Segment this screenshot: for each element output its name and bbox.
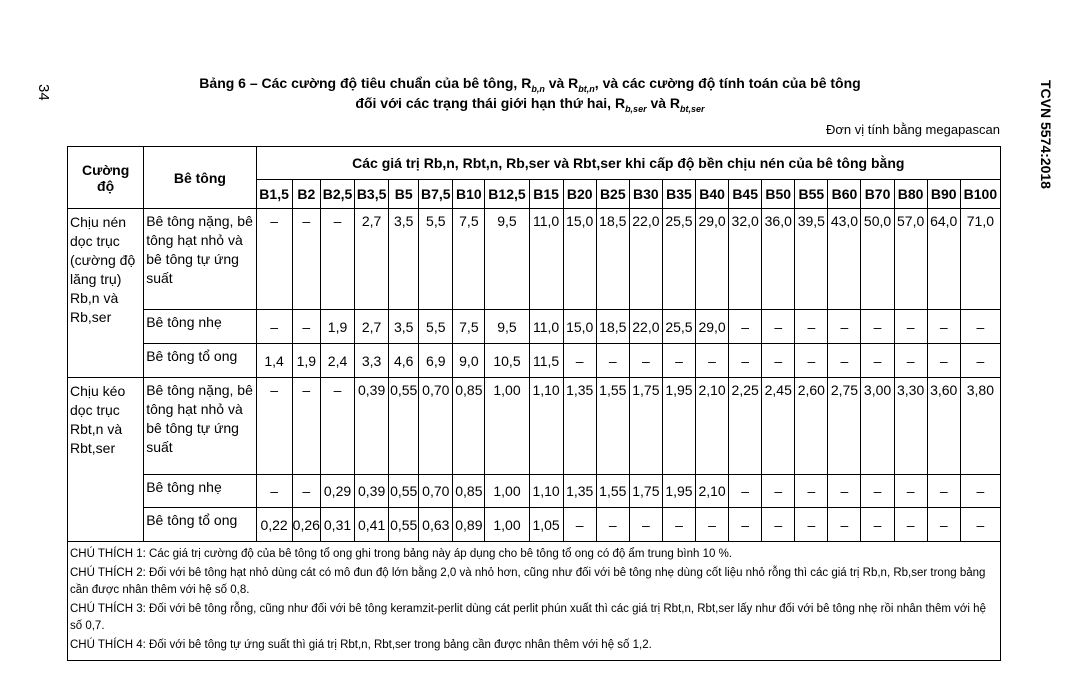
value-cell: 1,35	[563, 378, 596, 475]
value-cell: –	[292, 378, 320, 475]
value-cell: 18,5	[596, 310, 629, 344]
value-cell: –	[729, 508, 762, 542]
header-values: Các giá trị Rb,n, Rbt,n, Rb,ser và Rbt,ser khi cấp độ bền chịu nén của bê tông bằng	[256, 147, 1000, 180]
value-cell: –	[762, 508, 795, 542]
value-cell: 9,5	[485, 310, 529, 344]
value-cell: 64,0	[927, 209, 960, 310]
value-cell: –	[292, 209, 320, 310]
value-cell: 0,39	[355, 378, 389, 475]
value-cell: 29,0	[696, 310, 729, 344]
value-cell: 2,10	[696, 378, 729, 475]
value-cell: 1,10	[529, 378, 563, 475]
value-cell: 18,5	[596, 209, 629, 310]
value-cell: 3,3	[355, 344, 389, 378]
value-cell: 43,0	[828, 209, 861, 310]
value-cell: 1,9	[320, 310, 354, 344]
value-cell: 1,10	[529, 475, 563, 508]
value-cell: 1,00	[485, 508, 529, 542]
value-cell: 11,5	[529, 344, 563, 378]
value-cell: –	[960, 344, 1000, 378]
value-cell: –	[256, 310, 292, 344]
page-number: 34	[35, 84, 52, 101]
value-cell: –	[320, 378, 354, 475]
footnote: CHÚ THÍCH 4: Đối với bê tông tự ứng suất thì giá trị Rbt,n, Rbt,ser trong bảng cần được nhân thêm với hệ số 1,2.	[70, 639, 652, 651]
value-cell: 1,9	[292, 344, 320, 378]
value-cell: –	[828, 344, 861, 378]
grade-header: B10	[453, 180, 485, 209]
grade-header: B15	[529, 180, 563, 209]
concrete-type-cell: Bê tông tổ ong	[144, 508, 256, 542]
grade-header: B5	[389, 180, 419, 209]
value-cell: 36,0	[762, 209, 795, 310]
grade-header: B45	[729, 180, 762, 209]
value-cell: 1,35	[563, 475, 596, 508]
notes-cell	[68, 542, 1001, 661]
value-cell: 15,0	[563, 310, 596, 344]
concrete-type-cell: Bê tông nặng, bê tông hạt nhỏ và bê tông tự ứng suất	[144, 209, 256, 310]
footnote: CHÚ THÍCH 2: Đối với bê tông hạt nhỏ dùng cát có mô đun độ lớn bằng 2,0 và nhỏ hơn, cũng như đối với bê tông nhẹ dùng cốt liệu nhỏ rỗng thì các giá trị Rb,n, Rb,ser trong bảng cần được nhân thêm với hệ số 0,8.	[70, 567, 986, 596]
grade-header: B35	[662, 180, 695, 209]
value-cell: 0,22	[256, 508, 292, 542]
value-cell: –	[563, 344, 596, 378]
value-cell: –	[861, 508, 894, 542]
table-title-line1: Bảng 6 – Các cường độ tiêu chuẩn của bê tông, $R_{b,n}$ và $R_{bt,n}$, và các cường độ tính toán của bê tông	[199, 75, 861, 94]
concrete-type-cell: Bê tông nhẹ	[144, 310, 256, 344]
value-cell: 6,9	[419, 344, 453, 378]
value-cell: 50,0	[861, 209, 894, 310]
grade-header: B3,5	[355, 180, 389, 209]
value-cell: 0,70	[419, 475, 453, 508]
strength-table	[67, 146, 1001, 661]
value-cell: 25,5	[662, 209, 695, 310]
value-cell: 2,7	[355, 209, 389, 310]
grade-header: B7,5	[419, 180, 453, 209]
grade-header: B1,5	[256, 180, 292, 209]
value-cell: 2,60	[795, 378, 828, 475]
table-title-line2: đối với các trạng thái giới hạn thứ hai, $R_{b,ser}$ và $R_{bt,ser}$	[355, 95, 705, 114]
value-cell: 0,55	[389, 378, 419, 475]
value-cell: –	[795, 475, 828, 508]
value-cell: 10,5	[485, 344, 529, 378]
value-cell: –	[596, 508, 629, 542]
value-cell: 3,5	[389, 209, 419, 310]
grade-header: B12,5	[485, 180, 529, 209]
value-cell: 2,10	[696, 475, 729, 508]
value-cell: 1,55	[596, 475, 629, 508]
concrete-type-cell: Bê tông nhẹ	[144, 475, 256, 508]
value-cell: 0,29	[320, 475, 354, 508]
value-cell: –	[563, 508, 596, 542]
value-cell: –	[795, 508, 828, 542]
concrete-type-cell: Bê tông tổ ong	[144, 344, 256, 378]
value-cell: 0,41	[355, 508, 389, 542]
value-cell: 1,4	[256, 344, 292, 378]
value-cell: –	[762, 475, 795, 508]
value-cell: –	[894, 310, 927, 344]
value-cell: 1,00	[485, 378, 529, 475]
grade-header: B20	[563, 180, 596, 209]
value-cell: –	[927, 344, 960, 378]
value-cell: 39,5	[795, 209, 828, 310]
value-cell: 1,75	[629, 475, 662, 508]
grade-header: B25	[596, 180, 629, 209]
value-cell: 1,75	[629, 378, 662, 475]
value-cell: 11,0	[529, 209, 563, 310]
value-cell: 3,80	[960, 378, 1000, 475]
value-cell: 1,55	[596, 378, 629, 475]
value-cell: 3,00	[861, 378, 894, 475]
value-cell: –	[795, 344, 828, 378]
value-cell: –	[729, 310, 762, 344]
value-cell: –	[894, 475, 927, 508]
header-cuong-do: Cường độ	[68, 147, 144, 209]
value-cell: –	[894, 344, 927, 378]
value-cell: –	[828, 310, 861, 344]
table-row	[68, 378, 1001, 475]
grade-header: B70	[861, 180, 894, 209]
value-cell: 7,5	[453, 209, 485, 310]
value-cell: 0,39	[355, 475, 389, 508]
value-cell: 2,7	[355, 310, 389, 344]
value-cell: –	[256, 209, 292, 310]
value-cell: 2,45	[762, 378, 795, 475]
value-cell: –	[927, 508, 960, 542]
grade-header: B2	[292, 180, 320, 209]
value-cell: –	[960, 310, 1000, 344]
table-row	[68, 310, 1001, 344]
grade-header: B80	[894, 180, 927, 209]
footnote: CHÚ THÍCH 3: Đối với bê tông rỗng, cũng như đối với bê tông keramzit-perlit dùng cát perlit phún xuất thì các giá trị Rbt,n, Rbt,ser lấy như đối với bê tông nhẹ rồi nhân thêm với hệ số 0,7.	[70, 603, 986, 632]
grade-header: B90	[927, 180, 960, 209]
value-cell: 2,75	[828, 378, 861, 475]
value-cell: –	[762, 310, 795, 344]
value-cell: 0,63	[419, 508, 453, 542]
standard-code: TCVN 5574:2018	[1038, 80, 1054, 189]
value-cell: 3,60	[927, 378, 960, 475]
value-cell: 0,55	[389, 475, 419, 508]
value-cell: 32,0	[729, 209, 762, 310]
value-cell: –	[662, 344, 695, 378]
value-cell: 29,0	[696, 209, 729, 310]
table-row	[68, 508, 1001, 542]
value-cell: –	[256, 475, 292, 508]
category-cell: Chịu nén dọc trục (cường độ lăng trụ) Rb,n và Rb,ser	[68, 209, 144, 378]
value-cell: 3,30	[894, 378, 927, 475]
value-cell: –	[927, 475, 960, 508]
grade-header: B50	[762, 180, 795, 209]
value-cell: –	[828, 508, 861, 542]
value-cell: –	[828, 475, 861, 508]
value-cell: 11,0	[529, 310, 563, 344]
value-cell: 1,00	[485, 475, 529, 508]
table-row	[68, 475, 1001, 508]
value-cell: –	[729, 344, 762, 378]
value-cell: –	[762, 344, 795, 378]
footnote: CHÚ THÍCH 1: Các giá trị cường độ của bê tông tổ ong ghi trong bảng này áp dụng cho bê tông tổ ong có độ ẩm trung bình 10 %.	[70, 548, 732, 560]
grade-header: B40	[696, 180, 729, 209]
value-cell: –	[960, 475, 1000, 508]
header-be-tong: Bê tông	[144, 147, 256, 209]
grade-header: B55	[795, 180, 828, 209]
grade-header: B60	[828, 180, 861, 209]
category-cell: Chịu kéo dọc trục Rbt,n và Rbt,ser	[68, 378, 144, 542]
value-cell: 0,85	[453, 378, 485, 475]
value-cell: –	[256, 378, 292, 475]
value-cell: 9,0	[453, 344, 485, 378]
value-cell: 2,25	[729, 378, 762, 475]
value-cell: –	[696, 344, 729, 378]
value-cell: –	[629, 344, 662, 378]
value-cell: –	[927, 310, 960, 344]
value-cell: –	[960, 508, 1000, 542]
unit-note: Đơn vị tính bằng megapascan	[825, 122, 1000, 137]
value-cell: –	[662, 508, 695, 542]
value-cell: –	[861, 475, 894, 508]
grade-header: B100	[960, 180, 1000, 209]
value-cell: –	[696, 508, 729, 542]
value-cell: 71,0	[960, 209, 1000, 310]
value-cell: –	[629, 508, 662, 542]
value-cell: 9,5	[485, 209, 529, 310]
value-cell: 57,0	[894, 209, 927, 310]
value-cell: 3,5	[389, 310, 419, 344]
value-cell: –	[320, 209, 354, 310]
value-cell: –	[894, 508, 927, 542]
grade-header: B2,5	[320, 180, 354, 209]
table-row	[68, 209, 1001, 310]
table-row	[68, 344, 1001, 378]
value-cell: 22,0	[629, 310, 662, 344]
value-cell: –	[861, 344, 894, 378]
grade-header: B30	[629, 180, 662, 209]
value-cell: 0,89	[453, 508, 485, 542]
value-cell: –	[861, 310, 894, 344]
value-cell: 0,70	[419, 378, 453, 475]
value-cell: 1,95	[662, 378, 695, 475]
concrete-type-cell: Bê tông nặng, bê tông hạt nhỏ và bê tông tự ứng suất	[144, 378, 256, 475]
value-cell: 22,0	[629, 209, 662, 310]
value-cell: 1,05	[529, 508, 563, 542]
value-cell: 5,5	[419, 209, 453, 310]
value-cell: 0,26	[292, 508, 320, 542]
value-cell: 2,4	[320, 344, 354, 378]
value-cell: –	[292, 310, 320, 344]
value-cell: –	[795, 310, 828, 344]
value-cell: –	[292, 475, 320, 508]
value-cell: 7,5	[453, 310, 485, 344]
value-cell: –	[596, 344, 629, 378]
value-cell: 5,5	[419, 310, 453, 344]
value-cell: 1,95	[662, 475, 695, 508]
value-cell: 0,31	[320, 508, 354, 542]
value-cell: –	[729, 475, 762, 508]
value-cell: 15,0	[563, 209, 596, 310]
value-cell: 4,6	[389, 344, 419, 378]
value-cell: 0,55	[389, 508, 419, 542]
value-cell: 25,5	[662, 310, 695, 344]
value-cell: 0,85	[453, 475, 485, 508]
